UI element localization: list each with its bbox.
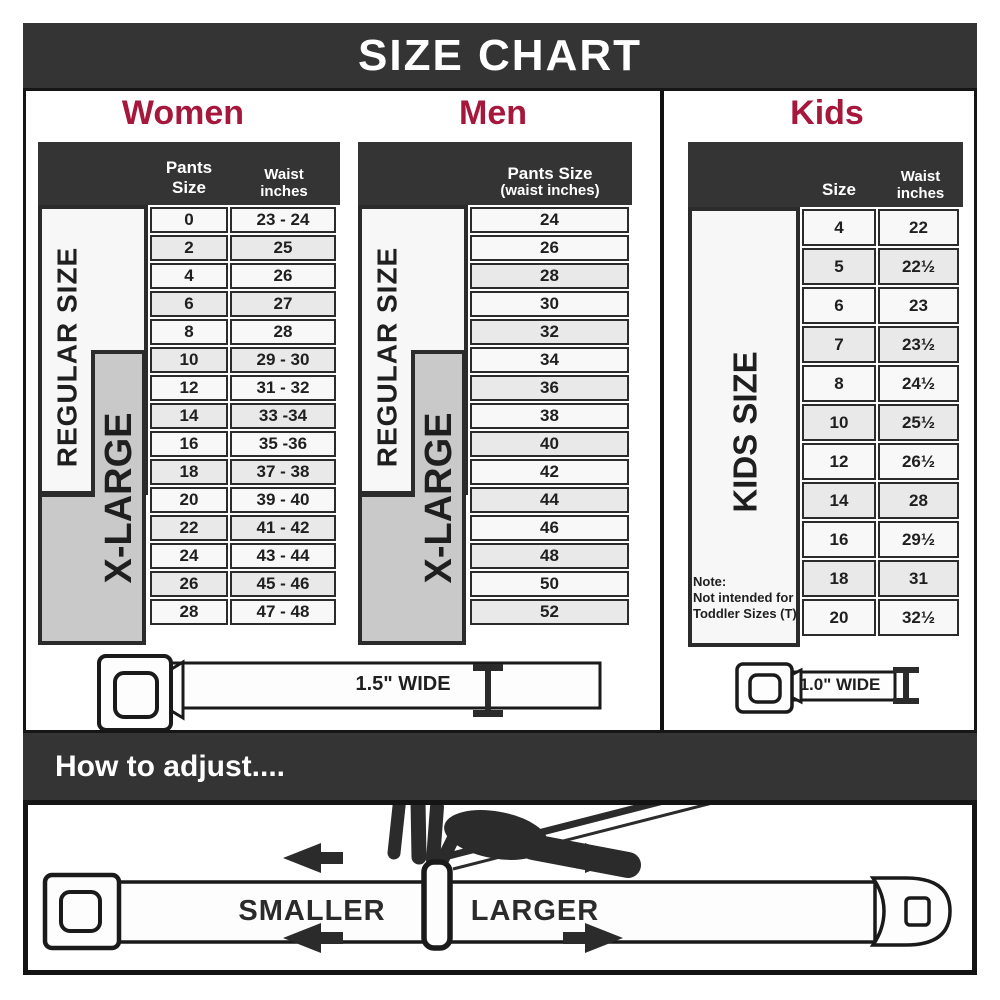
waist-inches-column-label: Waist inches: [896, 168, 945, 202]
table-row: [470, 571, 629, 597]
table-row: [802, 404, 959, 441]
women-table-header: [38, 142, 340, 205]
waist-cell: 22: [878, 209, 959, 246]
waist-cell: 26½: [878, 443, 959, 480]
size-cell: 20: [150, 487, 228, 513]
table-row: [150, 347, 336, 373]
size-cell: 42: [470, 459, 629, 485]
table-row: [802, 365, 959, 402]
size-cell: 18: [802, 560, 876, 597]
table-row: [470, 263, 629, 289]
table-row: [802, 287, 959, 324]
table-row: [470, 319, 629, 345]
adjust-belt-drawing: [28, 805, 972, 970]
table-row: [150, 487, 336, 513]
table-row: [150, 319, 336, 345]
adult-belt-width-label: 1.5" WIDE: [355, 673, 451, 695]
waist-cell: 25½: [878, 404, 959, 441]
table-row: [802, 599, 959, 636]
size-cell: 38: [470, 403, 629, 429]
kids-heading: Kids: [790, 94, 864, 132]
table-row: [802, 443, 959, 480]
table-row: [470, 347, 629, 373]
table-row: [470, 487, 629, 513]
kids-size-label: KIDS SIZE: [726, 351, 764, 513]
waist-cell: 45 - 46: [230, 571, 336, 597]
women-size-group-labels: [38, 205, 148, 647]
size-cell: 12: [802, 443, 876, 480]
men-heading: Men: [459, 94, 527, 132]
size-cell: 10: [150, 347, 228, 373]
size-tables-section: [23, 88, 977, 733]
table-row: [150, 207, 336, 233]
xlarge-label: X-LARGE: [98, 412, 140, 584]
waist-cell: 31: [878, 560, 959, 597]
table-row: [150, 431, 336, 457]
pants-size-waist-column-label: Pants Size (waist inches): [500, 164, 600, 199]
table-row: [802, 482, 959, 519]
table-row: [150, 571, 336, 597]
kids-note: Note: Not intended for Toddler Sizes (T): [693, 574, 797, 621]
arrow-left-icon: [283, 843, 343, 873]
waist-cell: 33 -34: [230, 403, 336, 429]
waist-cell: 23: [878, 287, 959, 324]
waist-cell: 27: [230, 291, 336, 317]
size-cell: 46: [470, 515, 629, 541]
size-cell: 4: [150, 263, 228, 289]
section-divider: [660, 88, 664, 733]
regular-size-label: REGULAR SIZE: [371, 246, 403, 468]
size-cell: 14: [150, 403, 228, 429]
size-cell: 6: [150, 291, 228, 317]
waist-cell: 28: [878, 482, 959, 519]
size-cell: 16: [802, 521, 876, 558]
table-row: [802, 560, 959, 597]
waist-cell: 23 - 24: [230, 207, 336, 233]
title-bar: [23, 23, 977, 88]
waist-cell: 31 - 32: [230, 375, 336, 401]
size-cell: 24: [470, 207, 629, 233]
table-row: [470, 515, 629, 541]
size-cell: 4: [802, 209, 876, 246]
size-cell: 14: [802, 482, 876, 519]
size-cell: 0: [150, 207, 228, 233]
waist-cell: 23½: [878, 326, 959, 363]
table-row: [802, 209, 959, 246]
size-cell: 28: [150, 599, 228, 625]
size-cell: 24: [150, 543, 228, 569]
table-row: [150, 543, 336, 569]
page-title: SIZE CHART: [358, 30, 642, 80]
waist-cell: 47 - 48: [230, 599, 336, 625]
size-cell: 28: [470, 263, 629, 289]
waist-cell: 24½: [878, 365, 959, 402]
waist-cell: 43 - 44: [230, 543, 336, 569]
table-row: [470, 543, 629, 569]
waist-cell: 32½: [878, 599, 959, 636]
size-cell: 20: [802, 599, 876, 636]
men-table-header: [358, 142, 632, 205]
table-row: [802, 521, 959, 558]
waist-cell: 25: [230, 235, 336, 261]
women-heading: Women: [121, 94, 245, 132]
table-row: [470, 375, 629, 401]
size-cell: 36: [470, 375, 629, 401]
size-cell: 12: [150, 375, 228, 401]
kids-size-table: [800, 207, 961, 638]
table-row: [150, 459, 336, 485]
size-cell: 26: [470, 235, 629, 261]
table-row: [150, 599, 336, 625]
size-column-label: Size: [821, 180, 857, 199]
larger-label: LARGER: [470, 895, 600, 927]
table-row: [470, 403, 629, 429]
smaller-label: SMALLER: [238, 895, 386, 927]
waist-cell: 39 - 40: [230, 487, 336, 513]
belt-adjuster: [424, 862, 450, 948]
table-row: [150, 515, 336, 541]
waist-cell: 41 - 42: [230, 515, 336, 541]
table-row: [470, 291, 629, 317]
table-row: [802, 326, 959, 363]
size-cell: 22: [150, 515, 228, 541]
seatbelt-buckle-icon: [99, 656, 183, 730]
table-row: [470, 207, 629, 233]
waist-inches-column-label: Waist inches: [260, 166, 308, 200]
size-cell: 32: [470, 319, 629, 345]
table-row: [150, 403, 336, 429]
kids-table-header: [688, 142, 963, 207]
table-row: [470, 431, 629, 457]
size-cell: 40: [470, 431, 629, 457]
table-row: [470, 599, 629, 625]
kids-belt-width-label: 1.0" WIDE: [799, 675, 881, 694]
table-row: [150, 235, 336, 261]
size-cell: 8: [802, 365, 876, 402]
belt-tip: [873, 878, 950, 945]
size-cell: 48: [470, 543, 629, 569]
waist-cell: 35 -36: [230, 431, 336, 457]
xlarge-label: X-LARGE: [418, 412, 460, 584]
men-size-table: [468, 205, 631, 627]
size-cell: 7: [802, 326, 876, 363]
waist-cell: 22½: [878, 248, 959, 285]
women-size-table: [148, 205, 338, 627]
waist-cell: 26: [230, 263, 336, 289]
size-cell: 34: [470, 347, 629, 373]
size-cell: 16: [150, 431, 228, 457]
table-row: [802, 248, 959, 285]
adjust-illustration: [23, 800, 977, 975]
waist-cell: 28: [230, 319, 336, 345]
table-row: [150, 263, 336, 289]
table-row: [150, 291, 336, 317]
table-row: [150, 375, 336, 401]
regular-size-label: REGULAR SIZE: [51, 246, 83, 468]
size-cell: 5: [802, 248, 876, 285]
size-cell: 6: [802, 287, 876, 324]
size-cell: 44: [470, 487, 629, 513]
seatbelt-buckle-icon: [45, 875, 119, 948]
table-row: [470, 235, 629, 261]
pants-size-column-label: Pants Size: [165, 158, 213, 197]
size-cell: 2: [150, 235, 228, 261]
size-cell: 8: [150, 319, 228, 345]
size-cell: 52: [470, 599, 629, 625]
how-to-adjust-heading: How to adjust....: [55, 750, 285, 783]
size-cell: 26: [150, 571, 228, 597]
size-cell: 30: [470, 291, 629, 317]
size-cell: 18: [150, 459, 228, 485]
table-row: [470, 459, 629, 485]
size-cell: 50: [470, 571, 629, 597]
waist-cell: 37 - 38: [230, 459, 336, 485]
size-cell: 10: [802, 404, 876, 441]
waist-cell: 29 - 30: [230, 347, 336, 373]
waist-cell: 29½: [878, 521, 959, 558]
men-size-group-labels: [358, 205, 468, 647]
how-to-adjust-band: [23, 733, 977, 800]
